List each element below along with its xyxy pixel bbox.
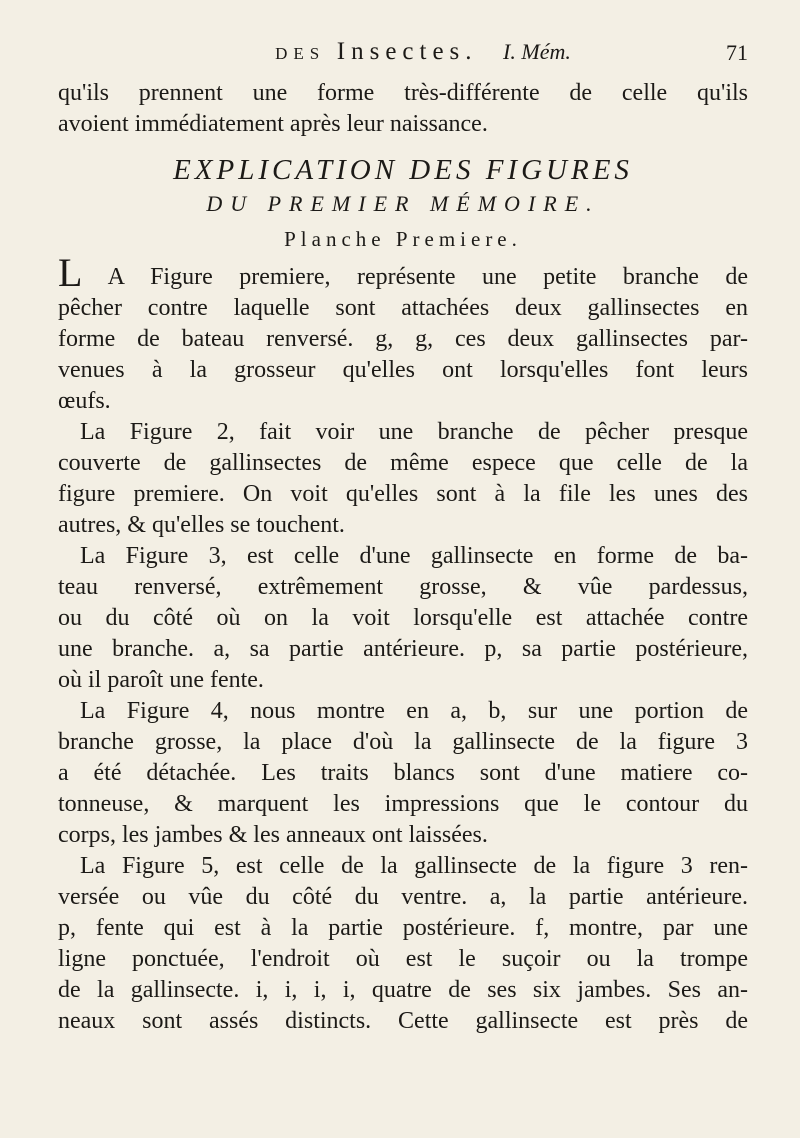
page-number: 71 bbox=[726, 40, 748, 65]
text-line: La Figure 4, nous montre en a, b, sur une portion de bbox=[80, 698, 748, 724]
text-line: qu'ils prennent une forme très-différente de celle qu'ils bbox=[58, 80, 748, 106]
running-head-insectes: Insectes. bbox=[336, 38, 478, 65]
text-line: a été détachée. Les traits blancs sont d'une matiere co- bbox=[58, 760, 748, 786]
text-line: La Figure 3, est celle d'une gallinsecte en forme de ba- bbox=[80, 543, 748, 569]
text-line: branche grosse, la place d'où la gallinsecte de la figure 3 bbox=[58, 729, 748, 755]
text-line: versée ou vûe du côté du ventre. a, la partie antérieure. bbox=[58, 884, 748, 910]
text-line: pêcher contre laquelle sont attachées deux gallinsectes en bbox=[58, 295, 748, 321]
text-line: une branche. a, sa partie antérieure. p, sa partie postérieure, bbox=[58, 636, 748, 662]
text-line: corps, les jambes & les anneaux ont laissées. bbox=[58, 822, 488, 848]
plate-heading: Planche Premiere. bbox=[284, 227, 522, 251]
text-line bbox=[58, 250, 748, 295]
text-line: La Figure 5, est celle de la gallinsecte de la figure 3 ren- bbox=[80, 853, 748, 879]
text-line: p, fente qui est à la partie postérieure. f, montre, par une bbox=[58, 915, 748, 941]
text-line: forme de bateau renversé. g, g, ces deux gallinsectes par- bbox=[58, 326, 748, 352]
paragraph-figure-5 bbox=[58, 851, 748, 1037]
text-line: venues à la grosseur qu'elles ont lorsqu'elles font leurs bbox=[58, 357, 748, 383]
paragraph-figure-1 bbox=[58, 250, 748, 417]
paragraph-figure-3 bbox=[58, 541, 748, 696]
running-head-memoire: I. Mém. bbox=[503, 39, 571, 64]
text-line: autres, & qu'elles se touchent. bbox=[58, 512, 345, 538]
text-line: œufs. bbox=[58, 388, 111, 414]
text-line: ligne ponctuée, l'endroit où est le suçoir ou la trompe bbox=[58, 946, 748, 972]
text-line: ou du côté où on la voit lorsqu'elle est attachée contre bbox=[58, 605, 748, 631]
text-line: de la gallinsecte. i, i, i, i, quatre de ses six jambes. Ses an- bbox=[58, 977, 748, 1003]
running-head bbox=[58, 38, 748, 78]
section-title: EXPLICATION DES FIGURES bbox=[173, 154, 633, 186]
text-line: figure premiere. On voit qu'elles sont à la file les unes des bbox=[58, 481, 748, 507]
drop-cap: L bbox=[58, 250, 83, 295]
text-line: La Figure 2, fait voir une branche de pêcher presque bbox=[80, 419, 748, 445]
text-line: où il paroît une fente. bbox=[58, 667, 264, 693]
paragraph-figure-4 bbox=[58, 696, 748, 851]
text-line: neaux sont assés distincts. Cette gallinsecte est près de bbox=[58, 1008, 748, 1034]
intro-paragraph bbox=[58, 78, 748, 140]
running-head-des: DES bbox=[275, 44, 326, 63]
paragraph-figure-2 bbox=[58, 417, 748, 541]
text-line-content: A Figure premiere, représente une petite branche de bbox=[107, 264, 748, 290]
text-line: avoient immédiatement après leur naissance. bbox=[58, 111, 488, 137]
text-line: teau renversé, extrêmement grosse, & vûe pardessus, bbox=[58, 574, 748, 600]
text-line: tonneuse, & marquent les impressions que le contour du bbox=[58, 791, 748, 817]
section-subtitle: DU PREMIER MÉMOIRE. bbox=[206, 191, 600, 216]
text-line: couverte de gallinsectes de même espece que celle de la bbox=[58, 450, 748, 476]
